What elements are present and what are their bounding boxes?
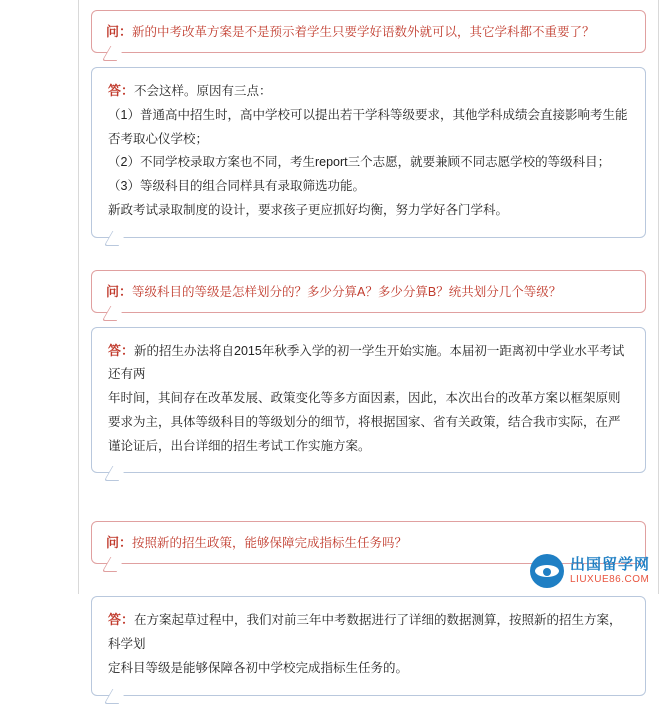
qa-block-4: [91, 327, 646, 474]
question-text-1: 新的中考改革方案是不是预示着学生只要学好语数外就可以，其它学科都不重要了？: [132, 25, 595, 39]
answer-body-2: [108, 387, 629, 458]
answer-body-3: [108, 657, 629, 681]
answer-bubble-3: [91, 596, 646, 695]
answer-lead-1: 不会这样。原因有三点：: [134, 84, 272, 98]
qa-block-1: [91, 10, 646, 53]
qa-block-2: [91, 67, 646, 238]
question-text-2: 等级科目的等级是怎样划分的？多少分算A？多少分算B？统共划分几个等级？: [132, 284, 562, 299]
answer-paragraph: 定科目等级是能够保障各初中学校完成指标生任务的。: [108, 660, 409, 675]
watermark-title: 出国留学网: [569, 556, 650, 574]
answer-marker-2: 答：: [108, 342, 135, 358]
answer-first-line-2: [108, 340, 629, 388]
watermark-url: LIUXUE86.COM: [569, 573, 650, 585]
answer-bubble-1: [91, 67, 646, 238]
qa-block-3: [91, 270, 646, 313]
spacer: [91, 252, 646, 270]
answer-paragraph: 新政考试录取制度的设计，要求孩子更应抓好均衡，努力学好各门学科。: [108, 202, 509, 217]
answer-lead-3: 在方案起草过程中，我们对前三年中考数据进行了详细的数据测算，按照新的招生方案，科学划: [108, 613, 622, 651]
answer-first-line-3: [108, 609, 629, 657]
question-text-3: 按照新的招生政策，能够保障完成指标生任务吗？: [132, 536, 408, 551]
question-bubble-1: [91, 10, 646, 53]
qa-block-6: [91, 596, 646, 695]
answer-lead-2: 新的招生办法将自2015年秋季入学的初一学生开始实施。本届初一距离初中学业水平考试还有两: [108, 343, 625, 382]
answer-paragraph: （2）不同学校录取方案也不同，考生report三个志愿，就要兼顾不同志愿学校的等级科目；: [108, 155, 611, 170]
answer-paragraph: （3）等级科目的组合同样具有录取筛选功能。: [108, 179, 365, 193]
answer-body-1: [108, 104, 629, 223]
document-page: [78, 0, 659, 675]
answer-paragraph: 年时间，其间存在改革发展、政策变化等多方面因素，因此，本次出台的改革方案以框架原则要求为主，具体等级科目的等级划分的细节，将根据国家、省有关政策，结合我市实际，在严谨论证后，出台详细的招生考试工作实施方案。: [108, 391, 621, 453]
question-marker-3: 问：: [106, 535, 133, 551]
question-bubble-2: [91, 270, 646, 313]
globe-icon: [530, 554, 564, 588]
watermark-texts: [570, 557, 650, 585]
document-body: [79, 0, 658, 696]
question-marker-2: 问：: [106, 283, 133, 299]
answer-bubble-2: [91, 327, 646, 474]
question-marker-1: 问：: [106, 24, 133, 39]
answer-first-line-1: [108, 80, 629, 104]
answer-marker-1: 答：: [108, 83, 135, 98]
answer-marker-3: 答：: [108, 612, 135, 628]
spacer: [91, 487, 646, 521]
answer-paragraph: （1）普通高中招生时，高中学校可以提出若干学科等级要求，其他学科成绩会直接影响考生能否考取心仪学校；: [108, 107, 628, 146]
site-watermark: [530, 554, 650, 588]
